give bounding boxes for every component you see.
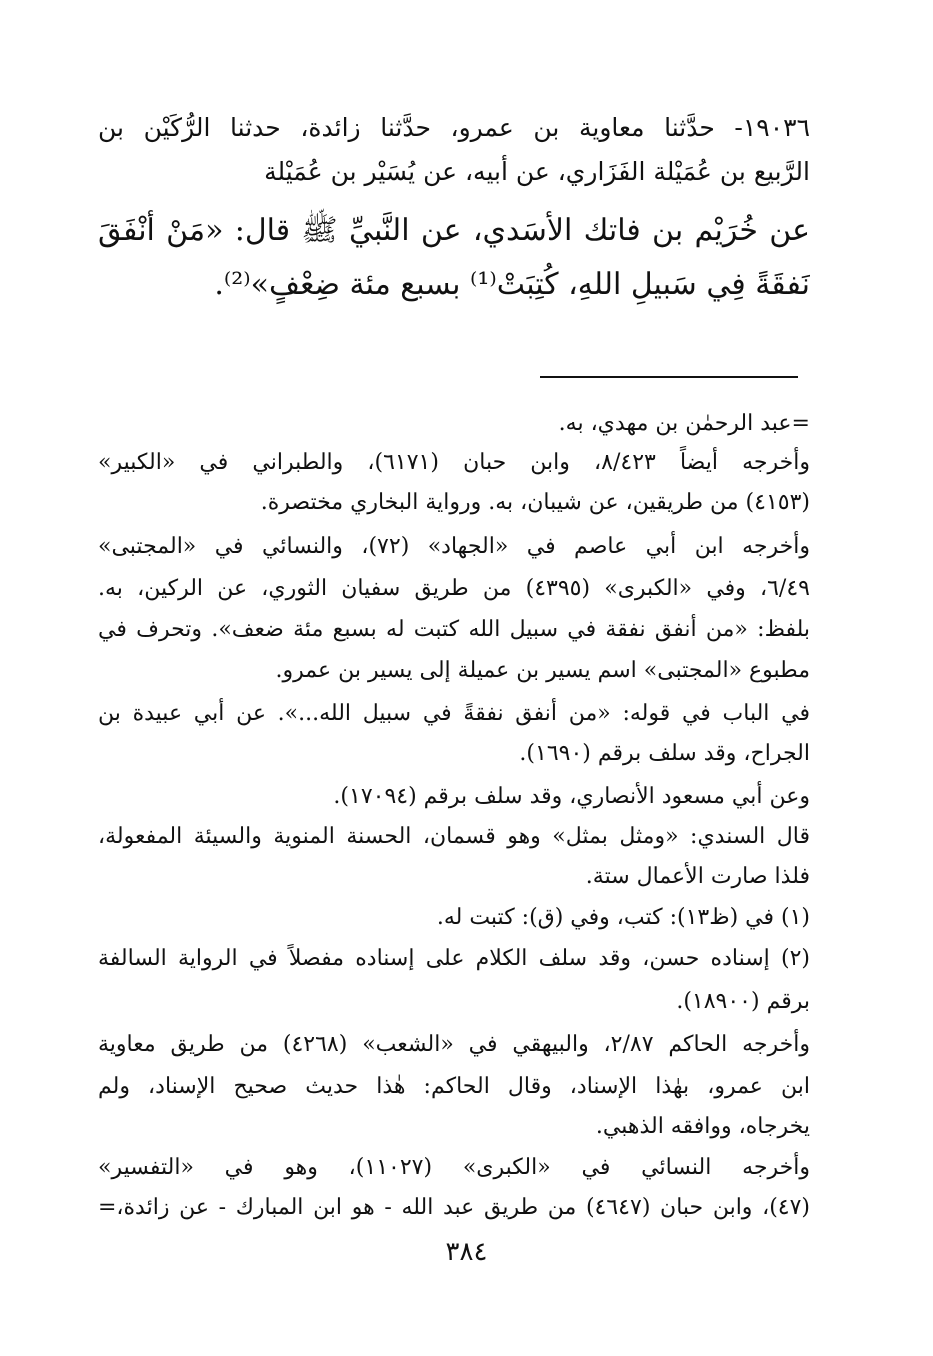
footnote-line: (٤٧)، وابن حبان (٤٦٤٧) من طريق عبد الله - هو ابن المبارك - عن زائدة،= — [98, 1195, 810, 1220]
hadith-line: ١٩٠٣٦- حدَّثنا معاوية بن عمرو، حدَّثنا زائدة، حدثنا الرُّكَيْن بن — [98, 113, 810, 142]
footnote-line: وأخرجه النسائي في «الكبرى» (١١٠٢٧)، وهو في «التفسير» — [98, 1155, 810, 1180]
footnote-line: وأخرجه ابن أبي عاصم في «الجهاد» (٧٢)، والنسائي في «المجتبى» — [98, 534, 810, 559]
footnote-line: ٦/٤٩، وفي «الكبرى» (٤٣٩٥) من طريق سفيان الثوري، عن الركين، به. — [98, 576, 810, 601]
footnote-line: يخرجاه، ووافقه الذهبي. — [595, 1114, 810, 1139]
footnote-line: قال السندي: «ومثل بمثل» وهو قسمان، الحسنة المنوية والسيئة المفعولة، — [98, 824, 810, 849]
footnote-line: برقم (١٨٩٠٠). — [676, 989, 810, 1014]
hadith-line: الرَّبيع بن عُمَيْلة الفَزَاري، عن أبيه، عن يُسَيْر بن عُمَيْلة — [264, 157, 810, 186]
footnote-separator — [540, 376, 798, 378]
hadith-line: نَفقَةً فِي سَبيلِ اللهِ، كُتِبَتْ⁽¹⁾ بسبع مئة ضِعْفٍ»⁽²⁾. — [214, 267, 810, 302]
footnote-line: =عبد الرحمٰن بن مهدي، به. — [558, 411, 810, 436]
footnote-line: مطبوع «المجتبى» اسم يسير بن عميلة إلى يسير بن عمرو. — [275, 658, 810, 683]
hadith-line: عن خُرَيْم بن فاتك الأسَدي، عن النَّبيِّ ﷺ قال: «مَنْ أنْفَقَ — [98, 213, 810, 248]
footnote-line: ابن عمرو، بهٰذا الإسناد، وقال الحاكم: هٰذا حديث صحيح الإسناد، ولم — [98, 1074, 810, 1099]
footnote-number-2: (٢) إسناده حسن، وقد سلف الكلام على إسناده مفصلاً في الرواية السالفة — [98, 946, 810, 971]
footnote-number-1: (١) في (ظ١٣): كتب، وفي (ق): كتبت له. — [436, 905, 810, 930]
footnote-line: وأخرجه أيضاً ٨/٤٢٣، وابن حبان (٦١٧١)، والطبراني في «الكبير» — [98, 450, 810, 475]
footnote-line: وأخرجه الحاكم ٢/٨٧، والبيهقي في «الشعب» (٤٢٦٨) من طريق معاوية — [98, 1032, 810, 1057]
page-number: ٣٨٤ — [445, 1237, 488, 1267]
footnote-line: فلذا صارت الأعمال ستة. — [585, 864, 810, 889]
footnote-line: (٤١٥٣) من طريقين، عن شيبان، به. ورواية البخاري مختصرة. — [260, 490, 810, 515]
footnote-line: في الباب في قوله: «من أنفق نفقةً في سبيل الله...». عن أبي عبيدة بن — [98, 701, 810, 726]
footnote-line: بلفظ: «من أنفق نفقة في سبيل الله كتبت له بسبع مئة ضعف». وتحرف في — [98, 617, 810, 642]
footnote-line: الجراح، وقد سلف برقم (١٦٩٠). — [519, 741, 810, 766]
footnote-line: وعن أبي مسعود الأنصاري، وقد سلف برقم (١٧٠٩٤). — [333, 784, 810, 809]
